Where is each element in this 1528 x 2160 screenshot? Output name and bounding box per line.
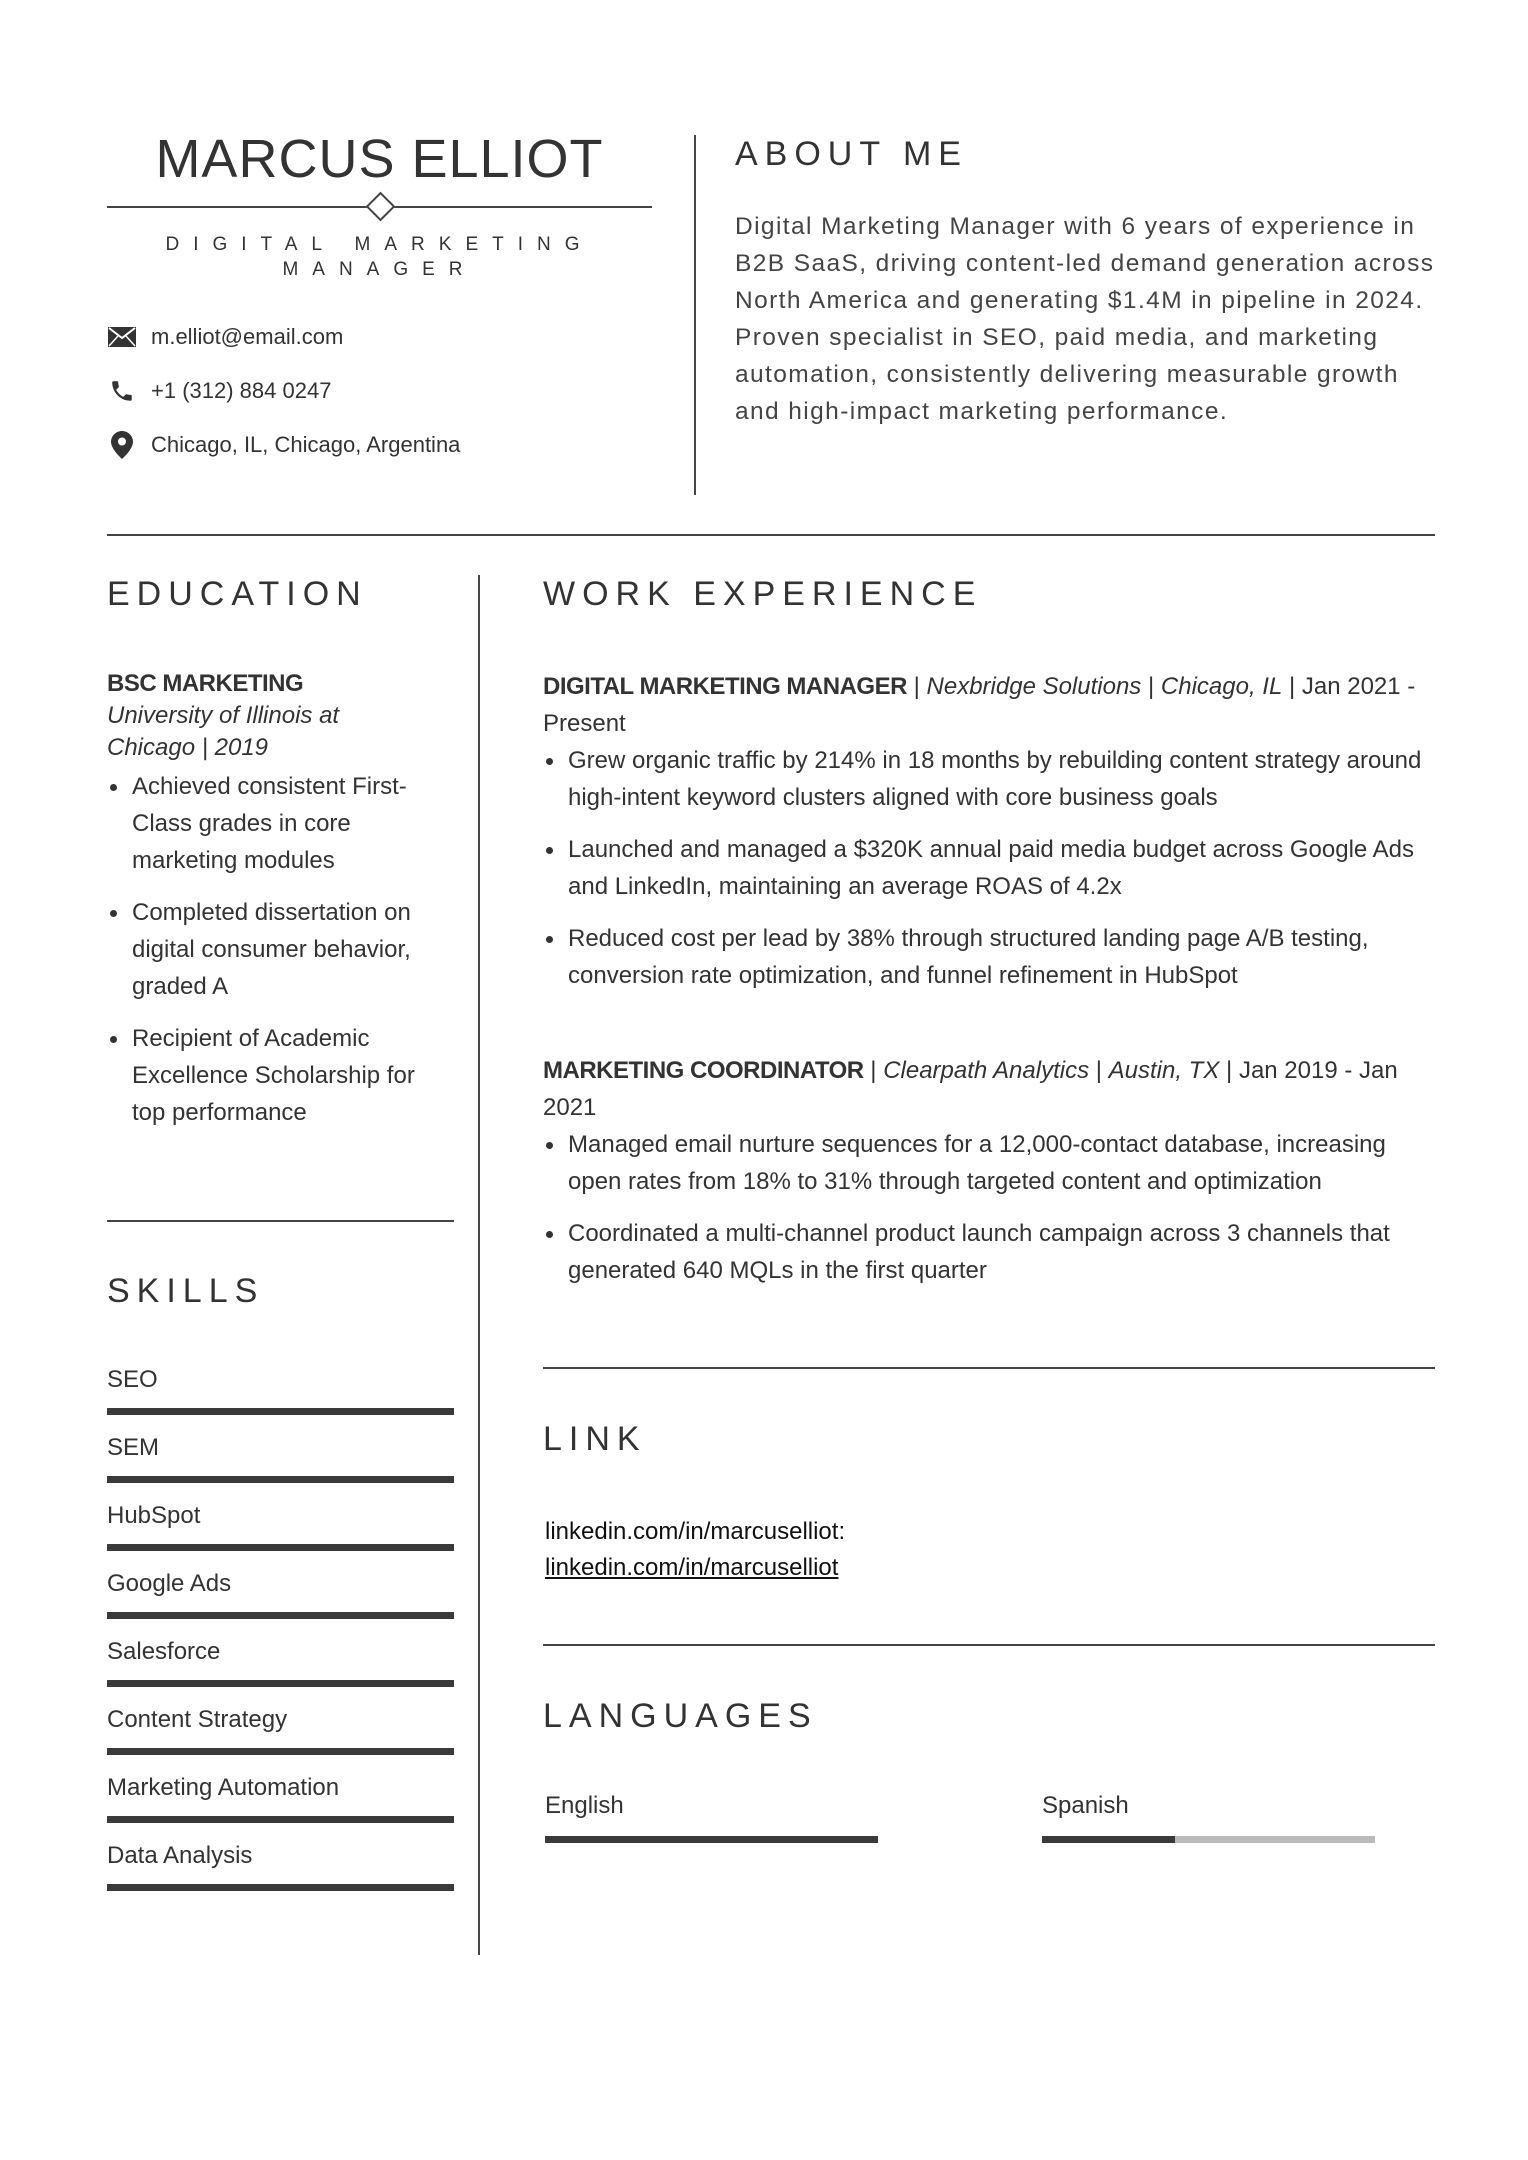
location-pin-icon xyxy=(107,430,137,460)
work-title: WORK EXPERIENCE xyxy=(543,575,983,613)
contact-email xyxy=(107,322,343,352)
about-title: ABOUT ME xyxy=(735,135,968,173)
language-bar-fill xyxy=(545,1836,878,1843)
candidate-name: MARCUS ELLIOT xyxy=(155,129,604,189)
skill-bar xyxy=(107,1408,454,1415)
phone-text: +1 (312) 884 0247 xyxy=(151,378,332,403)
education-degree: BSC MARKETING xyxy=(107,670,304,697)
about-text: Digital Marketing Manager with 6 years of experience in B2B SaaS, driving content-led demand generation across North America and generating $1.4M in pipeline in 2024. Proven specialist in SEO, paid media, and marketing automation, consistently delivering measurable growth and high-impact marketing performance. xyxy=(735,213,1435,425)
header-bottom-divider xyxy=(107,534,1435,536)
job-bullets xyxy=(543,742,1443,1009)
list-item: Completed dissertation on digital consumer behavior, graded A xyxy=(107,894,447,1005)
link-label: linkedin.com/in/marcuselliot: xyxy=(545,1518,846,1545)
skill-label: Data Analysis xyxy=(107,1842,253,1869)
envelope-icon xyxy=(107,322,137,352)
language-bar-fill xyxy=(1042,1836,1175,1843)
contact-location xyxy=(107,430,460,460)
skill-bar xyxy=(107,1612,454,1619)
skill-label: HubSpot xyxy=(107,1502,201,1529)
skills-title: SKILLS xyxy=(107,1272,265,1310)
skill-bar xyxy=(107,1884,454,1891)
link-bottom-divider xyxy=(543,1644,1435,1646)
education-school: University of Illinois at Chicago | 2019 xyxy=(107,702,340,761)
job-location: Chicago, IL xyxy=(1160,673,1283,700)
skill-bar xyxy=(107,1748,454,1755)
list-item: Achieved consistent First-Class grades in core marketing modules xyxy=(107,768,447,879)
skill-label: SEO xyxy=(107,1366,158,1393)
job-title: DIGITAL MARKETING MANAGER xyxy=(165,234,594,280)
language-label: Spanish xyxy=(1042,1792,1129,1819)
skill-bar xyxy=(107,1816,454,1823)
job-heading: DIGITAL MARKETING MANAGER | Nexbridge Solutions | Chicago, IL | Jan 2021 - Present xyxy=(543,673,1416,737)
languages-title: LANGUAGES xyxy=(543,1697,818,1735)
skill-label: Marketing Automation xyxy=(107,1774,340,1801)
skill-label: Salesforce xyxy=(107,1638,221,1665)
list-item: Grew organic traffic by 214% in 18 months by rebuilding content strategy around high-intent keyword clusters aligned with core business goals xyxy=(543,742,1443,816)
list-item: Managed email nurture sequences for a 12,000-contact database, increasing open rates from 18% to 31% through targeted content and optimization xyxy=(543,1126,1443,1200)
job-company: Nexbridge Solutions xyxy=(926,673,1142,700)
job-heading: MARKETING COORDINATOR | Clearpath Analytics | Austin, TX | Jan 2019 - Jan 2021 xyxy=(543,1057,1398,1121)
job-company: Clearpath Analytics xyxy=(883,1057,1090,1084)
job-role: DIGITAL MARKETING MANAGER xyxy=(543,673,907,700)
link-block xyxy=(545,1514,845,1586)
job-role: MARKETING COORDINATOR xyxy=(543,1057,864,1084)
language-label: English xyxy=(545,1792,624,1819)
skill-label: SEM xyxy=(107,1434,160,1461)
header-divider xyxy=(694,135,696,495)
email-text: m.elliot@email.com xyxy=(151,324,344,349)
job-dates: Jan 2019 - Jan 2021 xyxy=(543,1057,1398,1121)
language-bar xyxy=(1042,1836,1375,1843)
job-location: Austin, TX xyxy=(1108,1057,1220,1084)
skill-bar xyxy=(107,1476,454,1483)
linkedin-link[interactable]: linkedin.com/in/marcuselliot xyxy=(545,1554,839,1581)
diamond-ornament xyxy=(366,192,396,222)
column-divider xyxy=(478,575,480,1955)
job-dates: Jan 2021 - Present xyxy=(543,673,1416,737)
list-item: Recipient of Academic Excellence Scholarship for top performance xyxy=(107,1020,447,1131)
list-item: Reduced cost per lead by 38% through structured landing page A/B testing, conversion rate optimization, and funnel refinement in HubSpot xyxy=(543,920,1443,994)
link-title: LINK xyxy=(543,1420,647,1458)
list-item: Coordinated a multi-channel product launch campaign across 3 channels that generated 640 MQLs in the first quarter xyxy=(543,1215,1443,1289)
language-bar xyxy=(545,1836,878,1843)
skill-label: Google Ads xyxy=(107,1570,232,1597)
work-bottom-divider xyxy=(543,1367,1435,1369)
education-bullets xyxy=(107,768,447,1146)
education-title: EDUCATION xyxy=(107,575,368,613)
education-bottom-divider xyxy=(107,1220,454,1222)
skill-label: Content Strategy xyxy=(107,1706,288,1733)
list-item: Launched and managed a $320K annual paid media budget across Google Ads and LinkedIn, maintaining an average ROAS of 4.2x xyxy=(543,831,1443,905)
job-bullets xyxy=(543,1126,1443,1304)
skill-bar xyxy=(107,1544,454,1551)
skill-bar xyxy=(107,1680,454,1687)
contact-phone xyxy=(107,376,331,406)
location-text: Chicago, IL, Chicago, Argentina xyxy=(151,432,461,457)
phone-icon xyxy=(107,376,137,406)
